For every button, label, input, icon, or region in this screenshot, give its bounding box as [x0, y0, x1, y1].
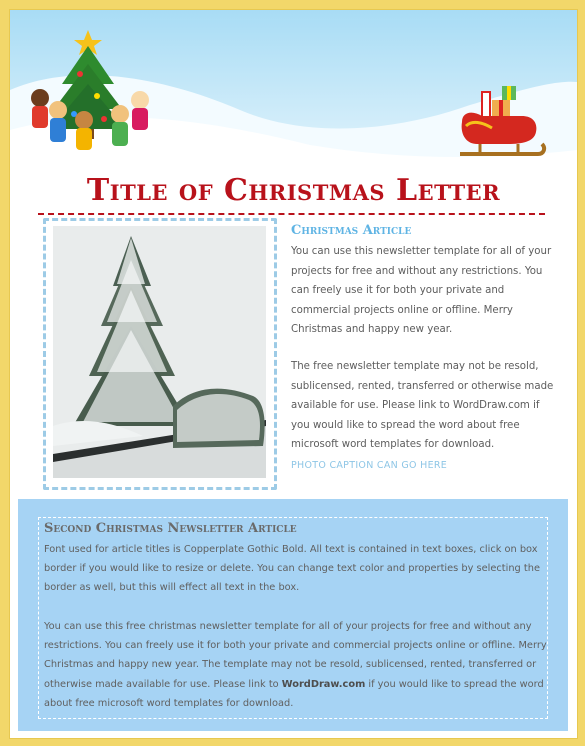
worddraw-link[interactable]: WordDraw.com — [281, 678, 366, 690]
sleigh-presents-icon — [452, 82, 547, 164]
article2-paragraph2-end: if you would like to spread the word about free microsoft word templates for download. — [44, 678, 544, 709]
article2-paragraph2-start: You can use this free christmas newsletter template for all of your projects for free and without any restrictions. You can freely use it for both your private and commercial projects online or offline. Merry Christmas and happy new year. The template may not be resold, sublicensed, rented, transferred or otherwise made available for use. Please link to — [44, 621, 547, 690]
article2-title: Second Christmas Newsletter Article — [44, 521, 297, 536]
article2-paragraph1: Font used for article titles is Copperplate Gothic Bold. All text is contained in text boxes, click on box border if you would like to resize or delete. You can change text color and properties by selecting the border as well, but this will effect all text in the box. — [44, 544, 540, 594]
article1-title: Christmas Article — [291, 223, 412, 238]
article2-paragraph2 — [44, 617, 549, 713]
snowy-tree-image — [53, 226, 266, 478]
newsletter-page — [9, 9, 578, 739]
title-divider — [38, 213, 545, 215]
newsletter-title: Title of Christmas Letter — [86, 173, 501, 208]
snowy-tree-photo — [53, 226, 266, 478]
header-banner — [10, 10, 577, 170]
photo-caption: PHOTO CAPTION CAN GO HERE — [291, 460, 448, 471]
article1-paragraph2: The free newsletter template may not be resold, sublicensed, rented, transferred or otherwise made available for use. Please link to WordDraw.com if you would like to spread the word about free microsoft word templates for download. — [291, 361, 554, 450]
christmas-tree-kids-icon — [22, 24, 162, 154]
article1-paragraph1: You can use this newsletter template for all of your projects for free and without any restrictions. You can freely use it for both your private and commercial projects online or offline. Merry Christmas and happy new year. — [291, 246, 552, 335]
